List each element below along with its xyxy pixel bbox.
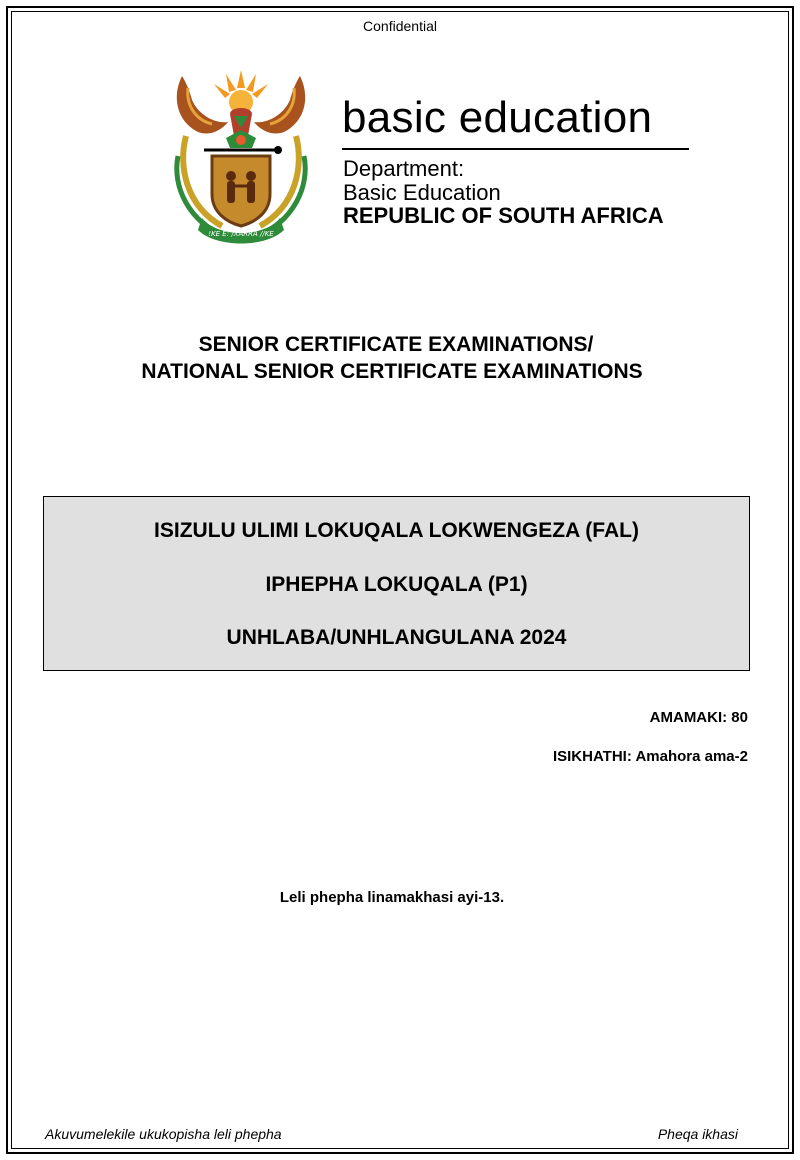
subject-name: ISIZULU ULIMI LOKUQALA LOKWENGEZA (FAL)	[154, 519, 639, 542]
svg-text:!KE E: /XARRA //KE: !KE E: /XARRA //KE	[208, 230, 274, 238]
confidential-label: Confidential	[363, 18, 437, 34]
department-label: Department:	[343, 156, 465, 181]
copyright-notice: Akuvumelekile ukukopisha leli phepha	[45, 1126, 282, 1142]
exam-title-line2: NATIONAL SENIOR CERTIFICATE EXAMINATIONS	[141, 360, 643, 383]
page-count-note: Leli phepha linamakhasi ayi-13.	[279, 889, 505, 906]
country-name: REPUBLIC OF SOUTH AFRICA	[343, 203, 664, 228]
brand-underline	[342, 148, 689, 150]
subject-box	[43, 496, 750, 671]
exam-session: UNHLABA/UNHLANGULANA 2024	[226, 626, 567, 649]
turn-page-note: Pheqa ikhasi	[657, 1126, 738, 1142]
total-marks: AMAMAKI: 80	[649, 709, 748, 726]
coat-of-arms-icon	[168, 66, 314, 246]
department-name: Basic Education	[343, 180, 501, 205]
brand-title: basic education	[342, 93, 653, 142]
paper-number: IPHEPHA LOKUQALA (P1)	[265, 573, 528, 596]
exam-title-line1: SENIOR CERTIFICATE EXAMINATIONS/	[198, 333, 594, 356]
exam-duration: ISIKHATHI: Amahora ama-2	[552, 748, 748, 765]
